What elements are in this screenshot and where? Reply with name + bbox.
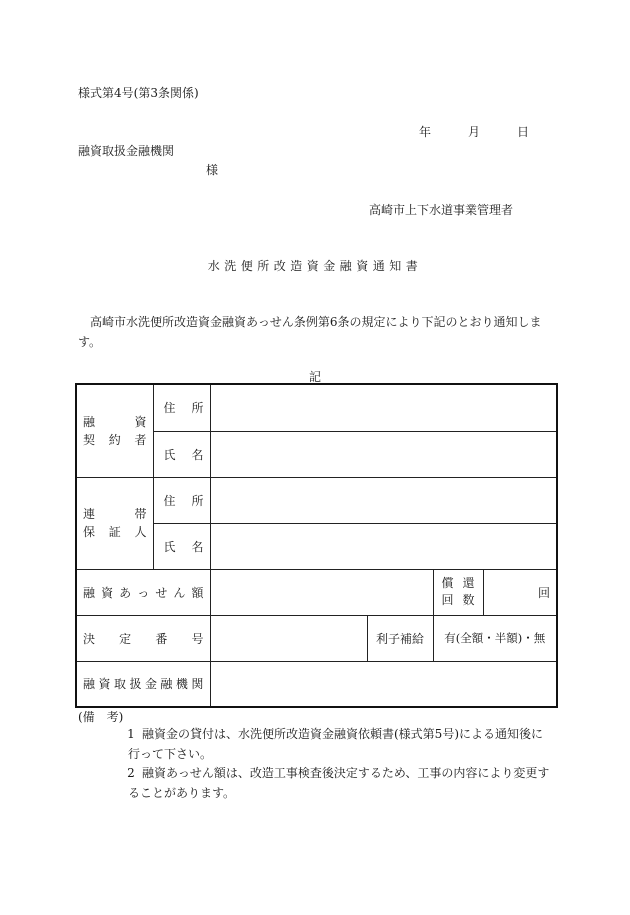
sender: 高崎市上下水道事業管理者 <box>368 203 513 217</box>
document-title: 水洗便所改造資金融資通知書 <box>207 259 423 273</box>
repayment-unit: 回 <box>537 585 550 600</box>
notification-table <box>75 383 558 708</box>
note-item: 1 融資金の貸付は、水洗便所改造資金融資依頼書(様式第5号)による通知後に 行って下さい。 <box>127 727 544 761</box>
contractor-address-label: 住 所 <box>153 384 210 431</box>
loan-amount-field[interactable] <box>210 569 433 615</box>
repayment-count-field[interactable] <box>483 569 557 615</box>
lending-institution-field[interactable] <box>210 661 557 707</box>
decision-number-field[interactable] <box>210 615 367 661</box>
date-year: 年 <box>419 125 432 139</box>
date-day: 日 <box>516 125 529 139</box>
decision-number-label: 決 定 番 号 <box>76 615 210 661</box>
contractor-name-field[interactable] <box>210 431 557 477</box>
contractor-label: 融 資 契 約 者 <box>76 384 153 477</box>
guarantor-address-label: 住 所 <box>153 477 210 523</box>
contractor-name-label: 氏 名 <box>153 431 210 477</box>
guarantor-name-label: 氏 名 <box>153 523 210 569</box>
recipient-suffix: 様 <box>206 163 219 177</box>
interest-subsidy-options[interactable]: 有(全額・半額)・無 <box>433 615 557 661</box>
form-id: 様式第4号(第3条関係) <box>78 86 199 100</box>
recipient: 融資取扱金融機関 <box>78 144 175 158</box>
lending-institution-label: 融 資 取 扱 金 融 機 関 <box>76 661 210 707</box>
body-text: 高崎市水洗便所改造資金融資あっせん条例第6条の規定により下記のとおり通知します。 <box>78 315 542 349</box>
date-line <box>419 123 529 140</box>
guarantor-name-field[interactable] <box>210 523 557 569</box>
interest-subsidy-label: 利子補給 <box>367 615 433 661</box>
guarantor-label: 連 帯 保 証 人 <box>76 477 153 569</box>
date-month: 月 <box>467 125 480 139</box>
guarantor-address-field[interactable] <box>210 477 557 523</box>
note-item: 2 融資あっせん額は、改造工事検査後決定するため、工事の内容により変更す ることがあります。 <box>127 766 550 800</box>
ki-label: 記 <box>308 370 321 384</box>
repayment-count-label: 償 還 回 数 <box>433 569 483 615</box>
contractor-address-field[interactable] <box>210 384 557 431</box>
notes-heading: (備 考) <box>78 710 124 724</box>
loan-amount-label: 融 資 あ っ せ ん 額 <box>76 569 210 615</box>
